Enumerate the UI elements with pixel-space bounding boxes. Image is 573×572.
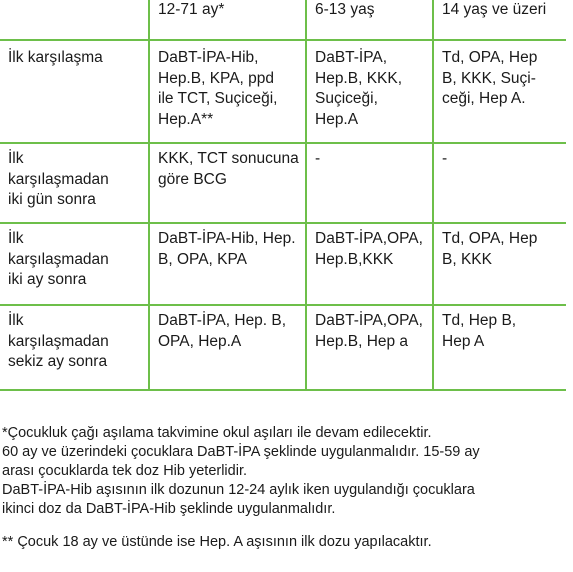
cell-text: - bbox=[442, 150, 448, 167]
table-cell bbox=[149, 305, 306, 390]
table-cell bbox=[433, 40, 566, 143]
header-cell-14-plus-years: 14 yaş ve üzeri bbox=[433, 0, 566, 40]
row-label-two-days-after bbox=[0, 143, 149, 223]
footnote-line: DaBT-İPA-Hib aşısının ilk dozunun 12-24 aylık iken uygulandığı çocuklara bbox=[2, 482, 475, 498]
table-row bbox=[0, 143, 566, 223]
cell-text: - bbox=[315, 150, 321, 167]
footnote-line: ikinci doz da DaBT-İPA-Hib şeklinde uygulanmalıdır. bbox=[2, 501, 336, 517]
table-cell bbox=[306, 40, 433, 143]
row-label-text: İlk karşılaşmadan iki gün sonra bbox=[8, 150, 109, 208]
table-cell bbox=[149, 143, 306, 223]
header-cell-6-13-years: 6-13 yaş bbox=[306, 0, 433, 40]
footnote-line: arası çocuklarda tek doz Hib yeterlidir. bbox=[2, 463, 247, 479]
footnote-line: *Çocukluk çağı aşılama takvimine okul aşıları ile devam edilecektir. bbox=[2, 425, 432, 441]
cell-text: DaBT-İPA-Hib, Hep. B, OPA, KPA bbox=[158, 230, 296, 268]
header-cell-12-71-months: 12-71 ay* bbox=[149, 0, 306, 40]
footnote-line: 60 ay ve üzerindeki çocuklara DaBT-İPA şeklinde uygulanmalıdır. 15-59 ay bbox=[2, 444, 480, 460]
table-cell bbox=[149, 40, 306, 143]
table-row bbox=[0, 223, 566, 305]
table-row bbox=[0, 305, 566, 390]
row-label-first-encounter bbox=[0, 40, 149, 143]
row-label-text: İlk karşılaşma bbox=[8, 49, 103, 66]
cell-text: DaBT-İPA, Hep.B, KKK, Suçiceği, Hep.A bbox=[315, 49, 403, 128]
footnote-hep-a: ** Çocuk 18 ay ve üstünde ise Hep. A aşısının ilk dozu yapılacaktır. bbox=[2, 534, 432, 550]
table-cell bbox=[306, 305, 433, 390]
table-cell bbox=[306, 223, 433, 305]
cell-text: DaBT-İPA,OPA, Hep.B, Hep a bbox=[315, 312, 423, 350]
footnotes bbox=[2, 424, 568, 552]
cell-text: DaBT-İPA-Hib, Hep.B, KPA, ppd ile TCT, Suçiceği, Hep.A** bbox=[158, 49, 278, 128]
cell-text: DaBT-İPA, Hep. B, OPA, Hep.A bbox=[158, 312, 287, 350]
table-header-row bbox=[0, 0, 566, 40]
table-cell bbox=[433, 305, 566, 390]
row-label-eight-months-after bbox=[0, 305, 149, 390]
row-label-text: İlk karşılaşmadan iki ay sonra bbox=[8, 230, 109, 288]
table-cell bbox=[306, 143, 433, 223]
table-cell bbox=[433, 223, 566, 305]
header-cell-empty bbox=[0, 0, 149, 40]
cell-text: Td, OPA, Hep B, KKK bbox=[442, 230, 538, 268]
table-row bbox=[0, 40, 566, 143]
table-cell bbox=[433, 143, 566, 223]
row-label-text: İlk karşılaşmadan sekiz ay sonra bbox=[8, 312, 109, 370]
table-cell bbox=[149, 223, 306, 305]
cell-text: Td, OPA, Hep B, KKK, Suçi- ceği, Hep A. bbox=[442, 49, 538, 107]
cell-text: DaBT-İPA,OPA, Hep.B,KKK bbox=[315, 230, 423, 268]
cell-text: Td, Hep B, Hep A bbox=[442, 312, 517, 350]
row-label-two-months-after bbox=[0, 223, 149, 305]
cell-text: KKK, TCT sonucuna göre BCG bbox=[158, 150, 299, 188]
